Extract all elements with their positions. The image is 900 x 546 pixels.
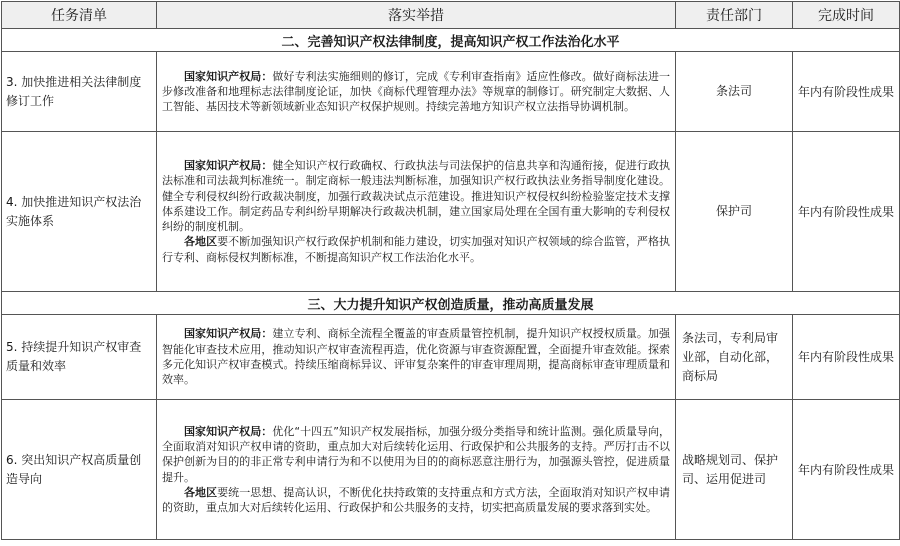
measure-text: 做好专利法实施细则的修订，完成《专利审查指南》适应性修改。做好商标法进一步修改准备和地理标志法律制度论证，加快《商标代理管理办法》等规章的制修订。研究制定大数据、人工智能、基因技术等新领域新业态知识产权保护规则。持续完善地方知识产权立法指导协调机制。 [162, 69, 671, 114]
measure-org: 国家知识产权局： [184, 158, 273, 172]
task-cell: 5. 持续提升知识产权审查质量和效率 [2, 315, 157, 400]
section-title: 三、大力提升知识产权创造质量，推动高质量发展 [2, 292, 900, 315]
section-row [2, 29, 900, 52]
header-measures: 落实举措 [157, 2, 676, 29]
header-department: 责任部门 [676, 2, 793, 29]
department-cell: 保护司 [676, 132, 793, 292]
deadline-cell: 年内有阶段性成果 [793, 400, 900, 540]
measure-org: 国家知识产权局： [184, 424, 273, 438]
deadline-cell: 年内有阶段性成果 [793, 315, 900, 400]
measure-paragraph [162, 424, 670, 485]
measure-org: 各地区 [184, 485, 218, 499]
department-cell: 条法司 [676, 52, 793, 132]
measures-cell [157, 400, 676, 540]
measure-paragraph [162, 158, 670, 234]
measures-cell [157, 132, 676, 292]
header-deadline: 完成时间 [793, 2, 900, 29]
measure-org: 各地区 [184, 235, 218, 249]
measure-org: 国家知识产权局： [184, 327, 273, 341]
task-table [1, 1, 900, 540]
table-row [2, 52, 900, 132]
section-title: 二、完善知识产权法律制度，提高知识产权工作法治化水平 [2, 29, 900, 52]
measure-text: 健全知识产权行政确权、行政执法与司法保护的信息共享和沟通衔接，促进行政执法标准和司法裁判标准统一。制定商标一般违法判断标准，加强知识产权行政执法业务指导制度化建设。健全专利侵权纠纷行政裁决制度，加强行政裁决试点示范建设。推进知识产权侵权纠纷检验鉴定技术支撑体系建设工作。制定药品专利纠纷早期解决行政裁决机制，建立国家局处理在全国有重大影响的专利侵权纠纷的制度机制。 [162, 158, 671, 234]
measure-text: 要不断加强知识产权行政保护机制和能力建设，切实加强对知识产权领域的综合监管，严格执行专利、商标侵权判断标准，不断提高知识产权工作法治化水平。 [162, 235, 670, 264]
measures-cell [157, 52, 676, 132]
section-row [2, 292, 900, 315]
measure-text: 要统一思想、提高认识，不断优化扶持政策的支持重点和方式方法，全面取消对知识产权申请的资助，重点加大对后续转化运用、行政保护和公共服务的支持，切实把高质量发展的要求落到实处。 [162, 485, 670, 515]
deadline-cell: 年内有阶段性成果 [793, 52, 900, 132]
deadline-cell: 年内有阶段性成果 [793, 132, 900, 292]
measure-paragraph [162, 485, 670, 516]
department-cell: 战略规划司、保护司、运用促进司 [676, 400, 793, 540]
table-row [2, 132, 900, 292]
measure-org: 国家知识产权局： [184, 69, 273, 83]
table-header-row [2, 2, 900, 29]
measure-paragraph [162, 326, 670, 387]
measure-text: 建立专利、商标全流程全覆盖的审查质量管控机制，提升知识产权授权质量。加强智能化审查技术应用，推动知识产权审查流程再造，优化资源与审查资源配置，全面提升审查效能。探索多元化知识产权审查模式。持续压缩商标异议、评审复杂案件的审查审理周期，提高商标审查审理质量和效率。 [162, 327, 671, 387]
measure-paragraph [162, 69, 670, 115]
table-row [2, 400, 900, 540]
measures-cell [157, 315, 676, 400]
table-row [2, 315, 900, 400]
task-cell: 3. 加快推进相关法律制度修订工作 [2, 52, 157, 132]
measure-paragraph [162, 234, 670, 265]
measure-text: 优化“十四五”知识产权发展指标，加强分级分类指导和统计监测。强化质量导向，全面取消对知识产权申请的资助，重点加大对后续转化运用、行政保护和公共服务的支持。严厉打击不以保护创新为目的的非正常专利申请行为和不以使用为目的的商标恶意注册行为，加强源头管控，促进质量提升。 [162, 424, 670, 484]
task-cell: 6. 突出知识产权高质量创造导向 [2, 400, 157, 540]
department-cell: 条法司，专利局审业部，自动化部，商标局 [676, 315, 793, 400]
header-task: 任务清单 [2, 2, 157, 29]
task-cell: 4. 加快推进知识产权法治实施体系 [2, 132, 157, 292]
